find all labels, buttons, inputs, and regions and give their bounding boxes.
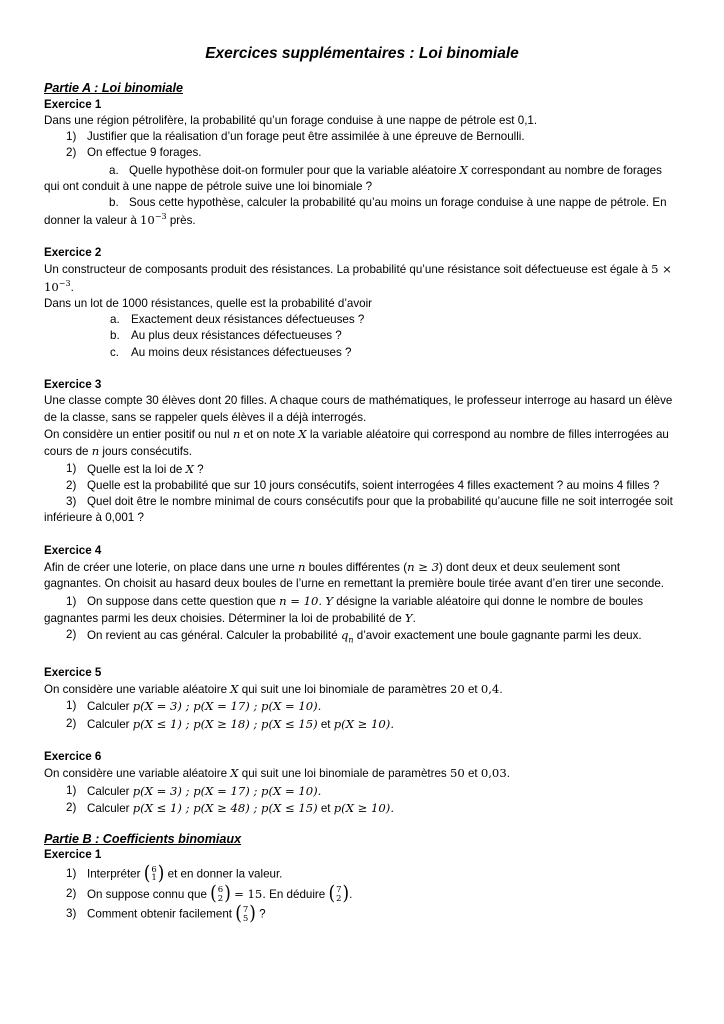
question-2b: b. Sous cette hypothèse, calculer la probabilité qu’au moins un forage conduise à une nappe de pétrole. En donner la valeur à $10^{-3}$ près.: [44, 196, 667, 227]
binomial-coefficient: ( 7 2 ): [328, 882, 350, 906]
exercise-title: Exercice 1: [44, 97, 102, 111]
page-title: Exercices supplémentaires : Loi binomiale: [205, 45, 519, 62]
exercise-definition: On considère un entier positif ou nul n et on note X la variable aléatoire qui correspond au nombre de filles interrogées au cours de n jours consécutifs.: [44, 426, 669, 459]
exercise-a4: [44, 543, 680, 649]
exercise-title: Exercice 6: [44, 750, 102, 763]
exercise-title: Exercice 3: [44, 378, 102, 392]
question-b: b. Au plus deux résistances défectueuses ?: [110, 329, 342, 343]
part-a-heading: Partie A : Loi binomiale: [44, 81, 184, 96]
question-1: 1) Quelle est la loi de X ?: [66, 461, 204, 476]
exercise-intro: Une classe compte 30 élèves dont 20 filles. A chaque cours de mathématiques, le professeur interroge au hasard un élève de la classe, sans se rappeler quels élèves il a déjà interrogés.: [44, 394, 673, 424]
question-2: 2) Quelle est la probabilité que sur 10 jours consécutifs, soient interrogées 4 filles exactement ? au moins 4 filles ?: [66, 478, 660, 492]
exercise-a3: [44, 377, 680, 527]
question-2: 2) Calculer p(X ≤ 1) ; p(X ≥ 18) ; p(X ≤ 15) et p(X ≥ 10).: [66, 716, 395, 731]
part-b-heading: Partie B : Coefficients binomiaux: [44, 832, 242, 847]
binomial-coefficient: ( 7 5 ): [235, 902, 256, 926]
exercise-title: Exercice 2: [44, 245, 102, 259]
exercise-intro: Dans une région pétrolifère, la probabilité qu’un forage conduise à une nappe de pétrole est 0,1.: [44, 113, 538, 127]
exercise-lot: Dans un lot de 1000 résistances, quelle est la probabilité d’avoir: [44, 296, 373, 310]
exercise-title: Exercice 5: [44, 665, 102, 679]
exercise-intro: On considère une variable aléatoire X qui suit une loi binomiale de paramètres 50 et 0,03.: [44, 766, 510, 781]
binomial-coefficient: ( 6 1 ): [143, 862, 165, 886]
question-2: 2) On revient au cas général. Calculer la probabilité $q_n$ d’avoir exactement une boule gagnante parmi les deux.: [66, 628, 642, 645]
question-c: c. Au moins deux résistances défectueuses ?: [110, 345, 352, 359]
exercise-intro: On considère une variable aléatoire X qui suit une loi binomiale de paramètres 20 et 0,4.: [44, 682, 503, 697]
exercise-title: Exercice 1: [44, 848, 102, 862]
exercise-a2: [44, 245, 680, 361]
exercise-intro: Afin de créer une loterie, on place dans une urne n boules différentes (n ≥ 3) dont deux et deux seulement sont gagnantes. On choisit au hasard deux boules de l’urne en remettant la première boule tirée avant d’en tirer une seconde.: [44, 560, 665, 591]
question-1: 1) Interpréter ( 6 1 ) et en donner la valeur.: [66, 862, 283, 886]
question-2: 2) Calculer p(X ≤ 1) ; p(X ≥ 48) ; p(X ≤ 15) et p(X ≥ 10).: [66, 800, 395, 815]
binomial-coefficient: ( 6 2 ): [210, 882, 231, 906]
question-a: a. Exactement deux résistances défectueuses ?: [110, 313, 365, 327]
question-1: 1) Justifier que la réalisation d’un forage peut être assimilée à une épreuve de Bernoulli.: [66, 130, 525, 144]
exercise-a6: [44, 749, 680, 817]
question-2a: a. Quelle hypothèse doit-on formuler pour que la variable aléatoire X correspondant au nombre de forages qui ont conduit à une nappe de pétrole suive une loi binomiale ?: [44, 162, 662, 194]
exercise-a5: [44, 665, 680, 733]
question-2: 2) On effectue 9 forages.: [66, 146, 202, 160]
question-1: 1) Calculer p(X = 3) ; p(X = 17) ; p(X = 10).: [66, 783, 322, 798]
question-1: 1) On suppose dans cette question que n = 10. Y désigne la variable aléatoire qui donne le nombre de boules gagnantes parmi les deux choisies. Déterminer la loi de probabilité de Y.: [44, 593, 644, 625]
question-1: 1) Calculer p(X = 3) ; p(X = 17) ; p(X = 10).: [66, 699, 322, 714]
exercise-intro: Un constructeur de composants produit des résistances. La probabilité qu’une résistance soit défectueuse est égale à $5 \times 10^{-3}$.: [44, 262, 672, 294]
question-2: 2) On suppose connu que ( 6 2 ) = 15. En déduire ( 7 2 ) .: [66, 882, 353, 906]
exercise-title: Exercice 4: [44, 543, 102, 557]
question-3: 3) Quel doit être le nombre minimal de cours consécutifs pour que la probabilité qu’aucune fille ne soit interrogée soit inférieure à 0,001 ?: [44, 495, 673, 525]
exercise-b1: [44, 847, 680, 926]
question-3: 3) Comment obtenir facilement ( 7 5 ) ?: [66, 902, 266, 926]
exercise-a1: [44, 97, 680, 229]
